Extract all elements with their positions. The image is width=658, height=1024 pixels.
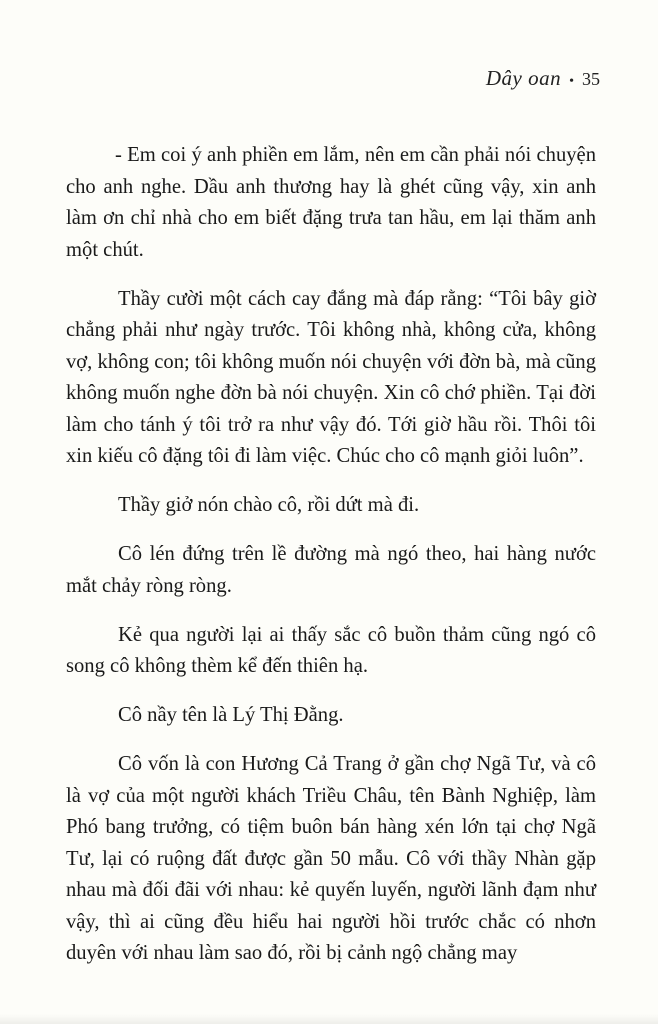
- paragraph-5: Kẻ qua người lại ai thấy sắc cô buồn thảm cũng ngó cô song cô không thèm kể đến thiên hạ.: [66, 623, 596, 677]
- paragraph-1: - Em coi ý anh phiền em lắm, nên em cần phải nói chuyện cho anh nghe. Dầu anh thương hay là ghét cũng vậy, xin anh làm ơn chỉ nhà cho em biết đặng trưa tan hầu, em lại thăm anh một chút.: [66, 144, 596, 261]
- paragraph-6: Cô nầy tên là Lý Thị Đằng.: [118, 704, 344, 726]
- header-separator: •: [569, 74, 574, 89]
- paragraph-3: Thầy giở nón chào cô, rồi dứt mà đi.: [118, 494, 420, 516]
- running-header: [486, 66, 600, 91]
- paragraph-4: Cô lén đứng trên lề đường mà ngó theo, hai hàng nước mắt chảy ròng ròng.: [66, 543, 596, 597]
- paragraph-2: Thầy cười một cách cay đắng mà đáp rằng: “Tôi bây giờ chẳng phải như ngày trước. Tôi không nhà, không cửa, không vợ, không con; tôi không muốn nói chuyện với đờn bà, mà cũng không muốn nghe đờn bà nói chuyện. Xin cô chớ phiền. Tại đời làm cho tánh ý tôi trở ra như vậy đó. Tới giờ hầu rồi. Thôi tôi xin kiếu cô đặng tôi đi làm việc. Chúc cho cô mạnh giỏi luôn”.: [66, 287, 596, 467]
- body-text: [66, 140, 596, 987]
- paragraph-7: Cô vốn là con Hương Cả Trang ở gần chợ Ngã Tư, và cô là vợ của một người khách Triều Châu, tên Bành Nghiệp, làm Phó bang trưởng, có tiệm buôn bán hàng xén lớn tại chợ Ngã Tư, lại có ruộng đất được gần 50 mẫu. Cô với thầy Nhàn gặp nhau mà đối đãi với nhau: kẻ quyến luyến, người lãnh đạm như vậy, thì ai cũng đều hiểu hai người hồi trước chắc có nhơn duyên với nhau làm sao đó, rồi bị cảnh ngộ chẳng may: [66, 753, 596, 964]
- book-title: Dây oan: [485, 66, 562, 90]
- page-number: 35: [582, 69, 600, 89]
- page-edge-shadow: [0, 1014, 658, 1024]
